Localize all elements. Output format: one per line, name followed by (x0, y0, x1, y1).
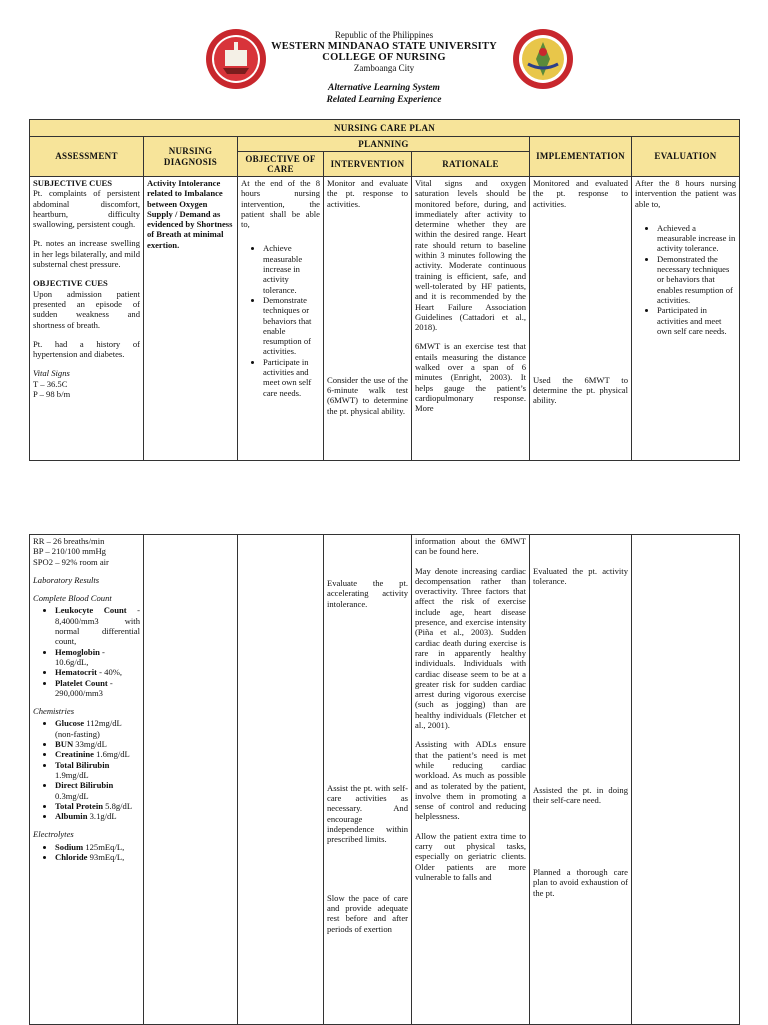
lab-item: • Sodium 125mEq/L, (55, 842, 140, 852)
intervention-cell-continued (324, 535, 412, 1025)
implementation-4: Assisted the pt. in doing their self-care need. (533, 784, 628, 805)
electrolytes-heading: Electrolytes (33, 829, 74, 840)
col-diagnosis-header: NURSING DIAGNOSIS (144, 137, 238, 177)
lab-item: • Direct Bilirubin 0.3mg/dL (55, 780, 140, 801)
lab-item: • BUN 33mg/dL (55, 739, 140, 749)
lab-item: • Albumin 3.1g/dL (55, 811, 140, 821)
objective-item: • Demonstrate techniques or behaviors that enable resumption of activities. (263, 295, 320, 357)
evaluation-item: • Achieved a measurable increase in activity tolerance. (657, 223, 736, 254)
laboratory-results-heading: Laboratory Results (33, 574, 100, 585)
rationale-1: Vital signs and oxygen saturation levels should be monitored before, during, and immediately after activity to determine whether they are within the desired range. Heart rate should return to baseline within 3 minutes following the activity. Moderate continuous training is efficient, safe, and well-tolerated by HF patients, and it is recommended by the Heart Failure Association Guidelines (Cattadori et al., 2018). (415, 178, 526, 333)
vital-blood-pressure: BP – 210/100 mmHg (33, 546, 106, 557)
cbc-heading: Complete Blood Count (33, 593, 112, 604)
objective-item: • Participate in activities and meet own self care needs. (263, 357, 320, 398)
electrolytes-list (33, 842, 140, 863)
vital-spo2: SPO2 – 92% room air (33, 556, 109, 567)
intervention-1: Monitor and evaluate the pt. response to activities. (327, 178, 408, 209)
objective-cue-1: Upon admission patient presented an episode of sudden weakness and shortness of breath. (33, 288, 140, 330)
assessment-cell (30, 177, 144, 461)
intervention-4: Assist the pt. with self-care activities as necessary. And encourage independence within prescribed limits. (327, 782, 408, 845)
objective-intro: At the end of the 8 hours nursing intervention, the patient shall be able to, (241, 178, 320, 230)
evaluation-intro: After the 8 hours nursing intervention the patient was able to, (635, 178, 737, 209)
college-name: COLLEGE OF NURSING (322, 52, 446, 63)
objective-list (241, 243, 320, 397)
subjective-cues-heading: SUBJECTIVE CUES (33, 178, 113, 188)
objective-item: • Achieve measurable increase in activity tolerance. (263, 243, 320, 294)
chemistries-heading: Chemistries (33, 706, 75, 717)
assessment-cell-continued (30, 535, 144, 1025)
system-line: Alternative Learning System (328, 83, 440, 93)
col-implementation-header: IMPLEMENTATION (530, 137, 632, 177)
table-title: NURSING CARE PLAN (30, 120, 740, 137)
col-evaluation-header: EVALUATION (632, 137, 740, 177)
evaluation-item: • Demonstrated the necessary techniques or behaviors that enables resumption of activities. (657, 254, 736, 305)
diagnosis-cell (144, 177, 238, 461)
evaluation-cell-continued (632, 535, 740, 1025)
city-line: Zamboanga City (353, 63, 415, 73)
subjective-cue-1: Pt. complaints of persistent abdominal discomfort, heartburn, difficulty swallowing, persistent cough. (33, 188, 140, 230)
rationale-2: 6MWT is an exercise test that entails measuring the distance walked over a span of 6 minutes (Enright, 2003). It helps gauge the patient’s cardiopulmonary response. More (415, 341, 526, 414)
evaluation-list (635, 223, 736, 336)
lab-item: • Hemoglobin - 10.6g/dL, (55, 647, 140, 668)
intervention-3: Evaluate the pt. accelerating activity intolerance. (327, 578, 408, 609)
rationale-4: Assisting with ADLs ensure that the patient’s need is met while reducing cardiac workload. As much as possible and as tolerated by the patient, involve them in promoting a sense of control and reducing helplessness. (415, 739, 526, 822)
lab-item: • Hematocrit - 40%, (55, 667, 140, 677)
chemistries-list (33, 718, 140, 821)
rationale-cell-continued (412, 535, 530, 1025)
page-gap (0, 470, 768, 532)
implementation-1: Monitored and evaluated the pt. response to activities. (533, 178, 628, 209)
subjective-cue-2: Pt. notes an increase swelling in her legs bilaterally, and mild substernal chest pressure. (33, 238, 140, 270)
objective-cues-heading: OBJECTIVE CUES (33, 278, 108, 289)
nursing-care-plan-table-continued (29, 534, 740, 1025)
lab-item: • Total Bilirubin 1.9mg/dL (55, 760, 140, 781)
nursing-care-plan-table (29, 119, 740, 461)
republic-line: Republic of the Philippines (334, 30, 434, 40)
lab-item: • Platelet Count - 290,000/mm3 (55, 678, 140, 699)
intervention-cell (324, 177, 412, 461)
col-rationale-header: RATIONALE (412, 152, 530, 177)
rationale-3: May denote increasing cardiac decompensation rather than overactivity. Three factors that affect the risk of exercise include age, heart disease presence, and exercise intensity (Piña et al., 2003). Sudden cardiac death during exercise is rare in apparently healthy individuals. Individuals with cardiac disease seem to be at a greater risk for sudden cardiac arrest during vigorous exercise (such as jogging) than are healthy individuals (Fletcher et al., 2001). (415, 565, 526, 731)
col-objective-header: OBJECTIVE OF CARE (238, 152, 324, 177)
evaluation-cell (632, 177, 740, 461)
intervention-5: Slow the pace of care and provide adequate rest before and after periods of exertion (327, 892, 408, 934)
university-name: WESTERN MINDANAO STATE UNIVERSITY (271, 41, 497, 52)
col-intervention-header: INTERVENTION (324, 152, 412, 177)
lab-item: • Glucose 112mg/dL (non-fasting) (55, 718, 140, 739)
objective-cell (238, 177, 324, 461)
document-header (0, 30, 768, 106)
lab-item: • Creatinine 1.6mg/dL (55, 749, 140, 759)
diagnosis-cell-continued (144, 535, 238, 1025)
lab-item: • Chloride 93mEq/L, (55, 852, 140, 862)
cbc-list (33, 605, 140, 698)
rationale-0: information about the 6MWT can be found here. (415, 536, 526, 557)
rationale-cell (412, 177, 530, 461)
implementation-3: Evaluated the pt. activity tolerance. (533, 566, 628, 587)
col-planning-header: PLANNING (238, 137, 530, 152)
implementation-5: Planned a thorough care plan to avoid exhaustion of the pt. (533, 867, 628, 898)
page-1 (0, 0, 768, 470)
implementation-2: Used the 6MWT to determine the pt. physical ability. (533, 374, 628, 406)
objective-cue-2: Pt. had a history of hypertension and diabetes. (33, 338, 140, 360)
vital-signs-heading: Vital Signs (33, 368, 70, 379)
intervention-2: Consider the use of the 6-minute walk test (6MWT) to determine the pt. physical ability. (327, 374, 408, 416)
implementation-cell-continued (530, 535, 632, 1025)
rationale-5: Allow the patient extra time to carry out physical tasks, especially on geriatric clients. Older patients are more vulnerable to falls and (415, 830, 526, 882)
evaluation-item: • Participated in activities and meet own self care needs. (657, 305, 736, 336)
rle-line: Related Learning Experience (326, 95, 442, 105)
vital-pulse: P – 98 b/m (33, 389, 71, 400)
objective-cell-continued (238, 535, 324, 1025)
implementation-cell (530, 177, 632, 461)
col-assessment-header: ASSESSMENT (30, 137, 144, 177)
lab-item: • Leukocyte Count - 8,4000/mm3 with normal differential count, (55, 605, 140, 646)
diagnosis-text: Activity Intolerance related to Imbalance between Oxygen Supply / Demand as evidenced by Shortness of Breath at minimal exertion. (147, 178, 233, 250)
vital-respiratory-rate: RR – 26 breaths/min (33, 536, 105, 546)
vital-temperature: T – 36.5C (33, 378, 68, 389)
lab-item: • Total Protein 5.8g/dL (55, 801, 140, 811)
